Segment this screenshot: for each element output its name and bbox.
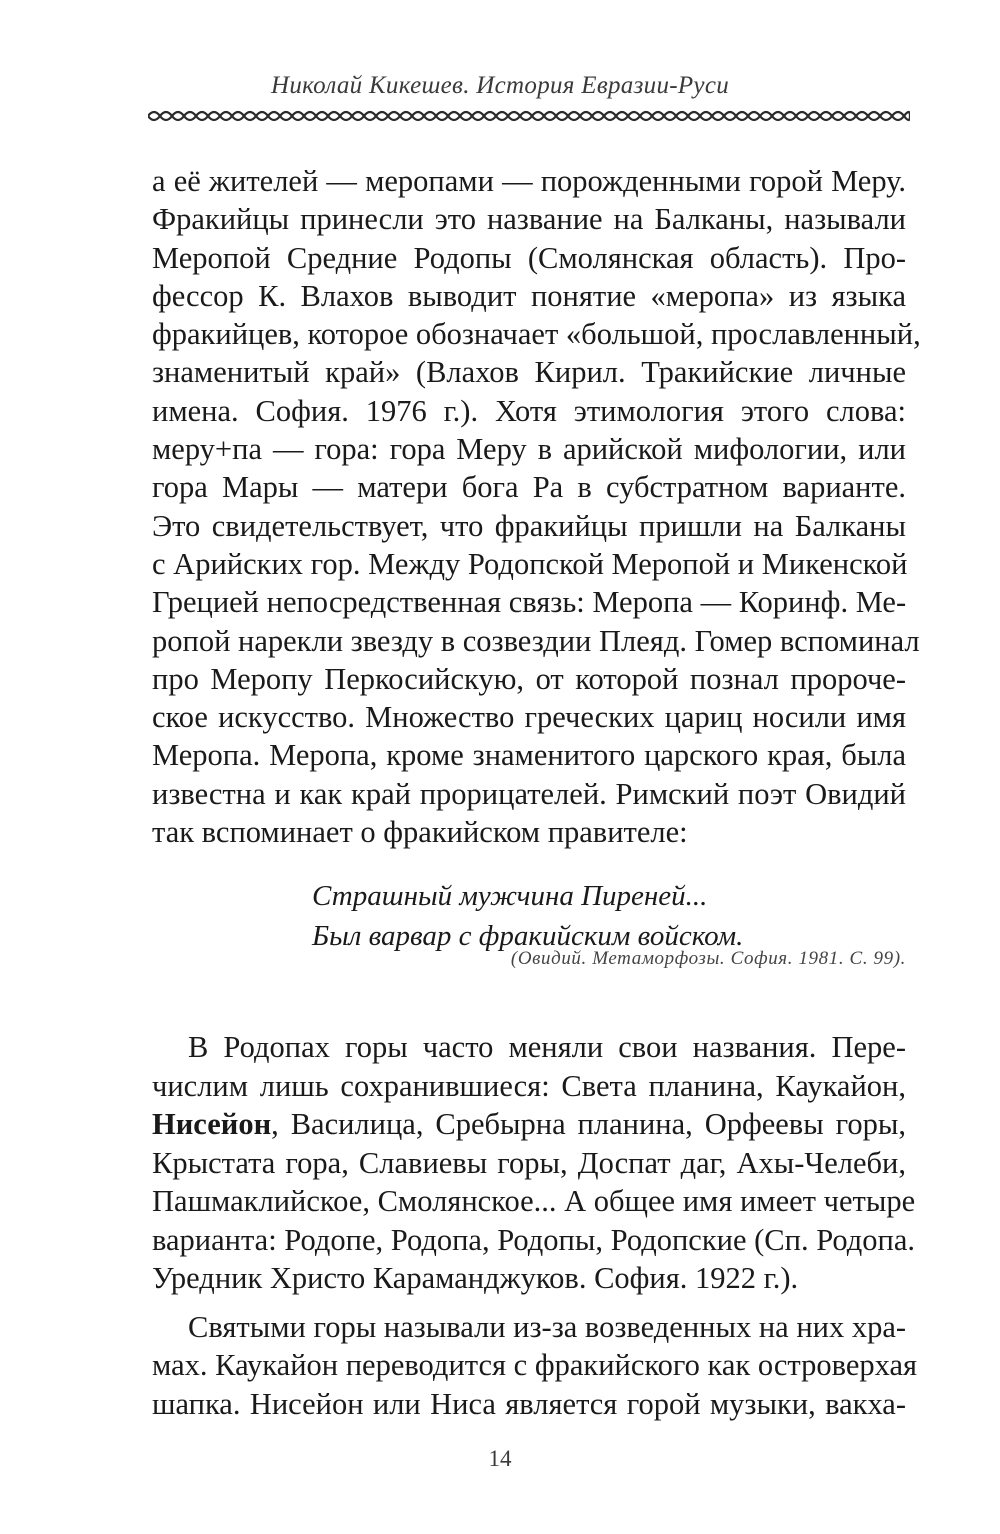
text-line: имена. София. 1976 г.). Хотя этимология этого слова: <box>152 393 906 428</box>
text-line: фессор К. Влахов выводит понятие «меропа» из языка <box>152 278 906 313</box>
poem-line-2: Был варвар с фракийским войском. <box>312 920 744 952</box>
poem-line-1: Страшный мужчина Пиреней... <box>312 880 708 912</box>
decorative-divider-ornament <box>148 108 910 124</box>
text-fragment: , Василица, Сребырна планина, Орфеевы горы, <box>271 1107 906 1141</box>
paragraph-rodopy <box>152 1028 918 1423</box>
page-number: 14 <box>488 1446 512 1471</box>
text-line: ское искусство. Множество греческих цариц носили имя <box>152 700 906 735</box>
text-line: Крыстата гора, Славиевы горы, Доспат даг, Ахы-Челеби, <box>152 1145 906 1180</box>
text-line: ропой нарекли звезду в созвездии Плеяд. Гомер вспоминал <box>152 623 920 658</box>
text-line-with-bold <box>152 1105 906 1144</box>
text-line: известна и как край прорицателей. Римский поэт Овидий <box>152 776 906 811</box>
text-line: знаменитый край» (Влахов Кирил. Тракийские личные <box>152 355 906 390</box>
paragraph-meropa <box>152 162 921 851</box>
text-line: Меропой Средние Родопы (Смолянская область). Про- <box>152 240 906 275</box>
text-line: мах. Каукайон переводится с фракийского как островерхая <box>152 1348 918 1382</box>
text-line: гора Мары — матери бога Ра в субстратном варианте. <box>152 470 906 505</box>
text-line: шапка. Нисейон или Ниса является горой музыки, вакха- <box>152 1386 906 1421</box>
text-line: варианта: Родопе, Родопа, Родопы, Родопские (Сп. Родопа. <box>152 1222 916 1257</box>
text-line: Фракийцы принесли это название на Балканы, называли <box>152 202 906 237</box>
bold-term-niseyon: Нисейон <box>152 1107 272 1141</box>
text-line: про Меропу Перкосийскую, от которой познал пророче- <box>152 661 906 696</box>
text-line: а её жителей — меропами — порожденными горой Меру. <box>152 164 906 198</box>
text-line: Святыми горы называли из-за возведенных на них хра- <box>188 1309 907 1344</box>
text-line: Грецией непосредственная связь: Меропа — Коринф. Ме- <box>152 585 907 620</box>
running-head-title: Николай Кикешев. История Евразии-Руси <box>270 72 730 99</box>
text-line: числим лишь сохранившиеся: Света планина, Каукайон, <box>152 1068 906 1103</box>
text-line: Меропа. Меропа, кроме знаменитого царского края, была <box>152 738 906 773</box>
text-line: фракийцев, которое обозначает «большой, прославленный, <box>152 317 921 352</box>
text-line: меру+па — гора: гора Меру в арийской мифологии, или <box>152 432 906 467</box>
text-line: Пашмаклийское, Смолянское... А общее имя имеет четыре <box>152 1184 916 1218</box>
text-line: так вспоминает о фракийском правителе: <box>152 815 688 850</box>
quote-citation: (Овидий. Метаморфозы. София. 1981. С. 99). <box>510 948 906 969</box>
text-line: с Арийских гор. Между Родопской Меропой и Микенской <box>152 546 908 581</box>
text-line: Это свидетельствует, что фракийцы пришли на Балканы <box>152 508 906 543</box>
text-line: Уредник Христо Караманджуков. София. 1922 г.). <box>152 1261 799 1295</box>
poem-quote <box>312 876 743 956</box>
paragraph-spacer <box>152 1298 906 1308</box>
text-line: В Родопах горы часто меняли свои названия. Пере- <box>188 1030 906 1064</box>
